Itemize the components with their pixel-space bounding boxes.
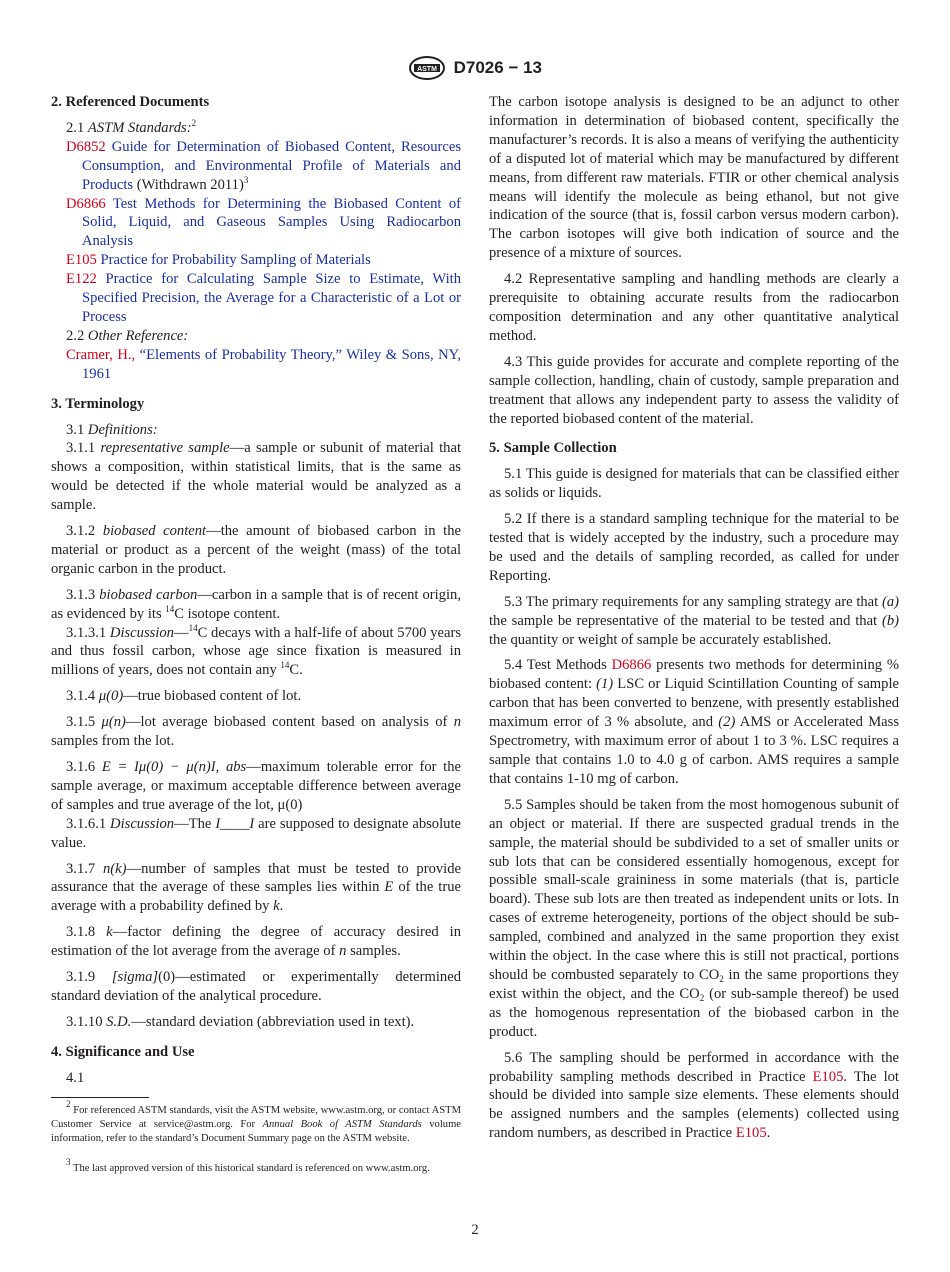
definition-3-1-3: 3.1.3 biobased carbon—carbon in a sample that is of recent origin, as evidenced by its $^{14}$C isotope content.	[51, 586, 461, 622]
page-number: 2	[471, 1222, 479, 1238]
section-heading-sample-collection: 5. Sample Collection	[489, 440, 617, 457]
designation-link[interactable]: E122	[66, 271, 97, 288]
paragraph-5-1: 5.1 This guide is designed for materials that can be classified either as solids or liquids.	[489, 466, 899, 502]
definition-3-1-5: 3.1.5 μ(n)—lot average biobased content based on analysis of n samples from the lot.	[51, 714, 462, 750]
reference-e105[interactable]	[51, 251, 461, 270]
designation-link[interactable]: E105	[66, 252, 97, 269]
paragraph-5-6: 5.6 The sampling should be performed in accordance with the probability sampling methods described in Practice E105. The lot should be divided into sample size elements. These elements should be assigned numbers and the samples (elements) collected using random numbers, as described in Practice E105.	[489, 1049, 899, 1142]
paragraph-4-2: 4.2 Representative sampling and handling methods are clearly a prerequisite to obtaining accurate results from the radiocarbon composition determination and any other quantitative analytical method.	[489, 271, 899, 344]
section-heading-terminology: 3. Terminology	[51, 395, 145, 412]
left-column	[51, 93, 461, 1088]
author-link[interactable]: Cramer, H.,	[66, 346, 136, 363]
designation-link[interactable]: E105	[735, 1125, 767, 1142]
astm-logo	[408, 56, 446, 80]
paragraph-5-5: 5.5 Samples should be taken from the most homogenous subunit of an object or material. If there are suspected gradual trends in the sample, the material should be subdivided to a set of smaller units or sub lots that can be considered essentially homogenous, except for possible small-scale graininess in some materials (that is, particle board). These sub lots are then treated as independent units or lots. In cases of extreme heterogeneity, portions of the object should be sub-sampled, combined and analyzed in the same proportion they exist within the object. In the case where this is still not practical, portions should be combusted separately to $CO_2$ in the same proportions they exist within the object, and the $CO_2$ (or sub-sample thereof) be used as the homogenous representation of the biobased carbon in the product.	[489, 796, 899, 1040]
discussion-3-1-3-1: 3.1.3.1 Discussion—$^{14}$C decays with a half-life of about 5700 years and thus fossil carbon, whose age since fixation is measured in millions of years, does not contain any $^{14}$C.	[51, 622, 461, 679]
paragraph-5-3: 5.3 The primary requirements for any sampling strategy are that (a) the sample be representative of the material to be tested and that (b) the quantity or weight of sample be accurately established.	[489, 593, 899, 648]
section-heading-referenced-documents: 2. Referenced Documents	[51, 94, 210, 110]
discussion-3-1-6-1: 3.1.6.1 Discussion—The I____I are supposed to designate absolute value.	[51, 815, 461, 851]
definition-3-1-2: 3.1.2 biobased content—the amount of biobased carbon in the material or product as a percent of the weight (mass) of the total organic carbon in the product.	[51, 523, 461, 577]
subsection-astm-standards: 2.1 ASTM Standards:$^2$	[66, 117, 197, 136]
page-header	[0, 56, 950, 82]
definition-3-1-8: 3.1.8 k—factor defining the degree of accuracy desired in estimation of the lot average from the average of n samples.	[51, 924, 461, 960]
definition-3-1-10: 3.1.10 S.D.—standard deviation (abbreviation used in text).	[66, 1013, 415, 1030]
right-column	[489, 93, 899, 1143]
reference-title-link[interactable]: Practice for Calculating Sample Size to Estimate, With Specified Precision, the Average for a Characteristic of a Lot or Process	[82, 271, 461, 325]
definition-3-1-9: 3.1.9 [sigma](0)—estimated or experimentally determined standard deviation of the analytical procedure.	[51, 969, 461, 1004]
paragraph-4-1-continued: The carbon isotope analysis is designed to be an adjunct to other information in determination of biobased content, specifically the manufacturer’s records. It is also a means of verifying the authenticity of a disputed lot of material which may be manufactured by different means, from different raw materials. FTIR or other chemical analysis means will identify the molecule as being ethanol, but not give indication of the source (that is, fossil carbon versus modern carbon). The carbon isotopes will give both indication of source and the presence of a mixture of sources.	[489, 94, 899, 262]
definition-3-1-1: 3.1.1 representative sample—a sample or subunit of material that shows a composition, within statistical limits, that is the same as would be detected if the whole material would be analyzed as a sample.	[51, 440, 462, 514]
definition-3-1-6: 3.1.6 E = Iμ(0) − μ(n)I, abs—maximum tolerable error for the sample average, or maximum acceptable difference between average of samples and true average of the lot, μ(0)	[51, 759, 461, 813]
reference-title-link[interactable]: Guide for Determination of Biobased Content, Resources Consumption, and Environmental Profile of Materials and Products	[82, 138, 461, 193]
reference-title-link[interactable]: “Elements of Probability Theory,” Wiley & Sons, NY, 1961	[82, 346, 461, 382]
paragraph-4-3: 4.3 This guide provides for accurate and complete reporting of the sample collection, handling, chain of custody, sample preparation and treatment that allows any independent party to assess the validity of the reported biobased content of the material.	[489, 353, 899, 427]
reference-cramer[interactable]	[51, 346, 461, 384]
svg-text:ASTM: ASTM	[417, 66, 437, 73]
designation-link[interactable]: D6866	[66, 195, 106, 212]
reference-d6852[interactable]: D6852 Guide for Determination of Biobased Content, Resources Consumption, and Environmental Profile of Materials and Products (Withdrawn 2011)$^3$	[66, 138, 461, 193]
designation-link[interactable]: D6852	[66, 138, 106, 155]
paragraph-5-2: 5.2 If there is a standard sampling technique for the material to be tested that is widely accepted by the industry, such a procedure may be used and the details of sampling recorded, as called for under Reporting.	[489, 511, 899, 584]
reference-d6866[interactable]	[51, 195, 461, 252]
definitions-label: 3.1 Definitions:	[66, 421, 158, 438]
section-heading-significance: 4. Significance and Use	[51, 1043, 195, 1060]
reference-title-link[interactable]: Practice for Probability Sampling of Materials	[100, 252, 371, 269]
paragraph-5-4: 5.4 Test Methods D6866 presents two methods for determining % biobased content: (1) LSC or Liquid Scintillation Counting of sample carbon that has been converted to benzene, with presently established maximum error of 3 % absolute, and (2) AMS or Accelerated Mass Spectrometry, with maximum error of about 1 to 3 %. LSC requires a sample that contains 1.0 to 4.0 g of carbon. AMS requires a sample that contains 1-10 mg of carbon.	[489, 657, 900, 787]
designation-link[interactable]: E105	[812, 1068, 844, 1085]
document-designation: D7026 − 13	[453, 57, 543, 77]
reference-e122[interactable]	[51, 270, 461, 327]
definition-3-1-4: 3.1.4 μ(0)—true biobased content of lot.	[66, 688, 302, 705]
reference-title-link[interactable]: Test Methods for Determining the Biobased Content of Solid, Liquid, and Gaseous Samples Using Radiocarbon Analysis	[82, 195, 461, 250]
subsection-other-reference: 2.2 Other Reference:	[66, 327, 189, 344]
footnote-divider	[51, 1097, 149, 1098]
designation-link[interactable]: D6866	[611, 657, 652, 674]
footnote-3: $^3$ The last approved version of this historical standard is referenced on www.astm.org.	[66, 1157, 430, 1174]
definition-3-1-7: 3.1.7 n(k)—number of samples that must be tested to provide assurance that the average of these samples lies within E of the true average with a probability defined by k.	[51, 860, 461, 915]
footnote-2: $^2$ For referenced ASTM standards, visit the ASTM website, www.astm.org, or contact ASTM Customer Service at service@astm.org. For Annual Book of ASTM Standards volume information, refer to the standard’s Document Summary page on the ASTM website.	[51, 1099, 462, 1144]
paragraph-4-1-start: 4.1	[66, 1069, 85, 1086]
